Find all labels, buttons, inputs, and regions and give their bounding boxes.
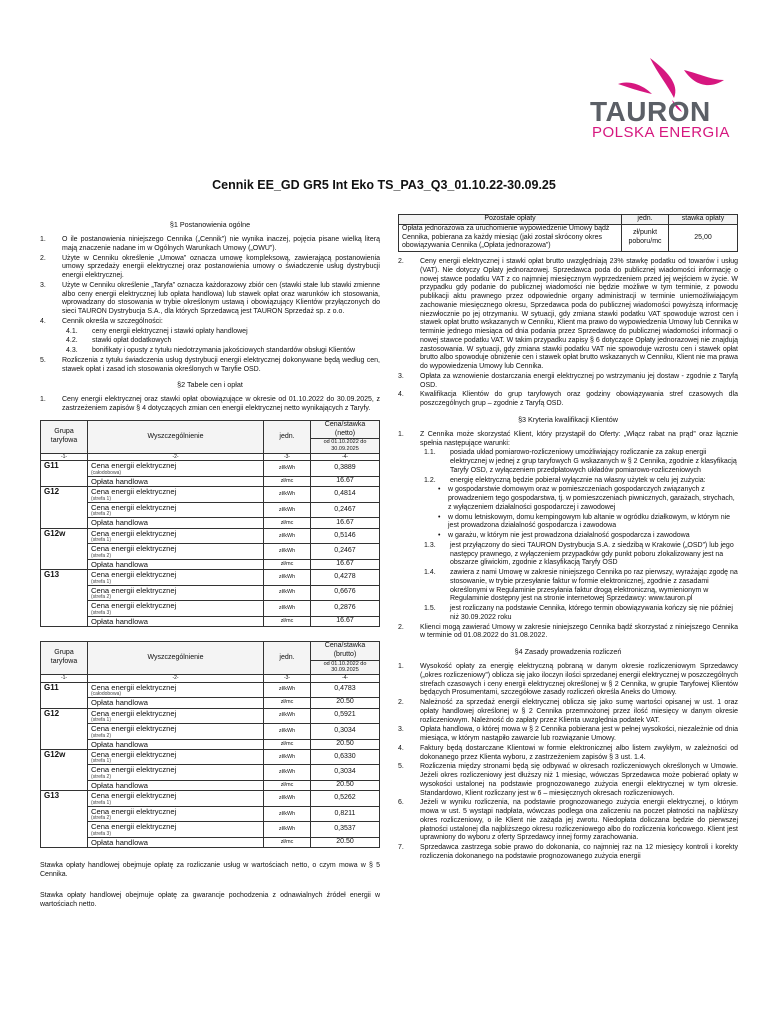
- group-cell: [41, 698, 88, 708]
- group-cell: G12: [41, 487, 88, 502]
- document-title: Cennik EE_GD GR5 Int Eko TS_PA3_Q3_01.10.22-30.09.25: [212, 178, 556, 192]
- group-cell: [41, 502, 88, 517]
- value-cell: 16.67: [311, 476, 380, 486]
- item-cell: Cena energii elektrycznej (strefa 3): [88, 601, 264, 616]
- fees-header-unit: jedn.: [622, 215, 669, 225]
- item-cell: Cena energii elektrycznej (całodobowa): [88, 461, 264, 476]
- item-cell: Cena energii elektrycznej (strefa 2): [88, 585, 264, 600]
- col-index: -1-: [41, 675, 88, 682]
- table-row: [41, 822, 380, 837]
- table-row: [41, 476, 380, 486]
- item-cell: Opłata handlowa: [88, 739, 264, 749]
- unit-cell: zł/kWh: [264, 585, 311, 600]
- section-heading: §2 Tabele cen i opłat: [177, 380, 243, 390]
- list-item: 2. Należność za sprzedaż energii elektrycznej oblicza się jako sumę wartości opisanej w ust. 1 oraz opłaty handlowej określonej w § 2 Cennika przemnożonej przez ilość miesięcy w danym okresie rozliczeniowym. Należność do zapłaty przez Klienta uwzględnia podatek VAT.: [398, 699, 738, 724]
- group-cell: [41, 518, 88, 528]
- value-cell: 16.67: [311, 616, 380, 626]
- value-cell: 0,6676: [311, 585, 380, 600]
- group-cell: G13: [41, 570, 88, 585]
- list-item: 3. Opłata za wznowienie dostarczania energii elektrycznej po wstrzymaniu jej dostaw - zgodnie z Taryfą OSD.: [398, 372, 738, 389]
- fees-row-unit: zł/punkt poboru/mc: [622, 224, 669, 251]
- value-cell: 0,3034: [311, 724, 380, 739]
- value-cell: 0,8211: [311, 806, 380, 821]
- table-row: [41, 708, 380, 723]
- table-row: [41, 749, 380, 764]
- header-group: Grupa taryfowa: [41, 642, 88, 675]
- unit-cell: zł/kWh: [264, 601, 311, 616]
- item-cell: Cena energii elektrycznej (strefa 2): [88, 724, 264, 739]
- table-row: [41, 765, 380, 780]
- table-row: [41, 585, 380, 600]
- value-cell: 0,5146: [311, 528, 380, 543]
- table-body: [41, 461, 380, 627]
- list-subitem: 4.2. stawki opłat dodatkowych: [66, 337, 172, 345]
- group-cell: [41, 837, 88, 847]
- value-cell: 0,2876: [311, 601, 380, 616]
- unit-cell: zł/kWh: [264, 822, 311, 837]
- table-row: [41, 682, 380, 697]
- unit-cell: zł/kWh: [264, 724, 311, 739]
- table-row: [41, 570, 380, 585]
- item-cell: Opłata handlowa: [88, 837, 264, 847]
- item-cell: Cena energii elektrycznej (strefa 1): [88, 791, 264, 806]
- unit-cell: zł/mc: [264, 780, 311, 790]
- item-cell: Cena energii elektrycznej (strefa 2): [88, 502, 264, 517]
- unit-cell: zł/kWh: [264, 502, 311, 517]
- header-period: od 01.10.2022 do 30.09.2025: [311, 660, 380, 675]
- table-row: [41, 791, 380, 806]
- table-row: [41, 806, 380, 821]
- value-cell: 16.67: [311, 559, 380, 569]
- value-cell: 0,3034: [311, 765, 380, 780]
- section-heading: §3 Kryteria kwalifikacji Klientów: [518, 414, 618, 424]
- item-cell: Cena energii elektrycznej (strefa 2): [88, 544, 264, 559]
- item-cell: Opłata handlowa: [88, 476, 264, 486]
- list-item: 6. Jeżeli w wyniku rozliczenia, na podstawie prognozowanego zużycia energii elektrycznej, o którym mowa w ust. 5 wystąpi nadpłata, wówczas podlega ona zaliczeniu na poczet płatności na najbliższy okres rozliczeniowy, o ile Klient nie zażąda jej zwrotu. Niedopłata doliczana będzie do pierwszej płatności ustalonej dla najbliższego okresu rozliczeniowego albo do rozliczenia końcowego. Klient jest uprawniony do wyboru z oferty Sprzedawcy innej formy zarachowania.: [398, 799, 738, 842]
- table-row: [41, 739, 380, 749]
- unit-cell: zł/mc: [264, 518, 311, 528]
- unit-cell: zł/kWh: [264, 544, 311, 559]
- table-row: [41, 544, 380, 559]
- unit-cell: zł/mc: [264, 616, 311, 626]
- fees-header-rate: stawka opłaty: [669, 215, 738, 225]
- col-index: -2-: [88, 454, 264, 461]
- table-row: [41, 559, 380, 569]
- table-row: [41, 724, 380, 739]
- right-column: [398, 214, 738, 863]
- list-subitem: 1.4. zawiera z nami Umowę w zakresie niniejszego Cennika po raz pierwszy, wyrażając zgodę na stosowanie, w trybie przesyłanie faktur w formie elektronicznej, zgodnie z zasadami określonymi w Regulaminie przesyłania faktur drogą elektroniczną, wymienionym w Regulaminie dostępny jest na stronie internetowej Sprzedawcy: www.tauron.pl: [424, 569, 738, 603]
- list-item: 4. Kwalifikacja Klientów do grup taryfowych oraz godziny obowiązywania stref czasowych dla poszczególnych grup – zgodnie z Taryfą OSD.: [398, 391, 738, 407]
- list-item: 2. Klienci mogą zawierać Umowy w zakresie niniejszego Cennika bądź skorzystać z niniejszego Cennika w terminie od 01.08.2022 do 31.08.2022.: [398, 623, 738, 640]
- item-cell: Cena energii elektrycznej (strefa 3): [88, 822, 264, 837]
- col-index: -4-: [311, 675, 380, 682]
- group-cell: [41, 601, 88, 616]
- unit-cell: zł/kWh: [264, 461, 311, 476]
- col-index: -4-: [311, 454, 380, 461]
- item-cell: Cena energii elektrycznej (strefa 1): [88, 708, 264, 723]
- unit-cell: zł/mc: [264, 559, 311, 569]
- group-cell: G13: [41, 791, 88, 806]
- group-cell: [41, 585, 88, 600]
- group-cell: G11: [41, 461, 88, 476]
- group-cell: [41, 724, 88, 739]
- value-cell: 0,6330: [311, 749, 380, 764]
- table-row: [41, 518, 380, 528]
- group-cell: [41, 822, 88, 837]
- list-item: 3. Opłata handlowa, o której mowa w § 2 Cennika pobierana jest w pełnej wysokości, niezależnie od dnia miesiąca, w którym nastąpiło zawarcie lub rozwiązanie Umowy.: [398, 726, 738, 742]
- list-subitem: 4.3. bonifikaty i opusty z tytułu niedotrzymania jakościowych standardów obsługi Klientów: [66, 347, 356, 354]
- unit-cell: zł/kWh: [264, 806, 311, 821]
- group-cell: [41, 806, 88, 821]
- item-cell: Opłata handlowa: [88, 518, 264, 528]
- group-cell: G12w: [41, 749, 88, 764]
- group-cell: [41, 476, 88, 486]
- fees-row-value: 25,00: [669, 224, 738, 251]
- price-table-gross: [40, 641, 380, 848]
- fees-table: [398, 214, 738, 252]
- item-cell: Cena energii elektrycznej (strefa 1): [88, 570, 264, 585]
- group-cell: [41, 739, 88, 749]
- item-cell: Opłata handlowa: [88, 616, 264, 626]
- bullet-item: • w garażu, w którym nie jest prowadzona działalność gospodarcza i zawodowa: [438, 532, 690, 539]
- fees-row-label: Opłata jednorazowa za uruchomienie wypowiedzenie Umowy bądź Cennika, pobierana za każdy miesiąc (jaki został skrócony okres obowiązywania Cennika („Opłata jednorazowa”): [399, 224, 622, 251]
- col-index: -1-: [41, 454, 88, 461]
- item-cell: Opłata handlowa: [88, 559, 264, 569]
- list-subitem: 1.2. energię elektryczną będzie pobierał wyłącznie na własny użytek w celu jej zużycia:: [424, 476, 706, 484]
- value-cell: 0,2467: [311, 502, 380, 517]
- header-unit: jedn.: [264, 420, 311, 453]
- header-unit: jedn.: [264, 642, 311, 675]
- unit-cell: zł/kWh: [264, 682, 311, 697]
- bullet-item: • w gospodarstwie domowym oraz w pomieszczeniach gospodarczych związanych z prowadzeniem tego gospodarstwa, tj. w pomieszczeniach piwnicznych, garażach, strychach, z wyłączeniem działalności gospodarczej i zawodowej: [438, 486, 735, 511]
- header-item: Wyszczególnienie: [88, 642, 264, 675]
- value-cell: 16.67: [311, 518, 380, 528]
- unit-cell: zł/mc: [264, 698, 311, 708]
- left-column: [40, 214, 380, 911]
- unit-cell: zł/kWh: [264, 570, 311, 585]
- value-cell: 0,3537: [311, 822, 380, 837]
- list-subitem: 1.3. jest przyłączony do sieci TAURON Dystrybucja S.A. z siedzibą w Krakowie („OSD”) lub jego następcy prawnego, z wyłączeniem przypadków gdy punkt poboru zlokalizowany jest na obszarze gliwickim, zgodnie z klasyfikacją Taryfy OSD: [424, 541, 734, 567]
- list-subitem: 4.1. ceny energii elektrycznej i stawki opłaty handlowej: [66, 327, 248, 335]
- list-item: 1. Wysokość opłaty za energię elektryczną pobraną w danym okresie rozliczeniowym Sprzedawcy („okres rozliczeniowy”) oblicza się jako iloczyn ilości sprzedanej energii elektrycznej w poszczególnych strefach czasowych i ceny energii elektrycznej określonej w § 2 Cennika, w grupie Taryfowej Klientów będących Prosumentami, szczegółowe zasady rozliczeń określa Aneks do Umowy.: [398, 663, 738, 697]
- col-index: -3-: [264, 454, 311, 461]
- value-cell: 0,5262: [311, 791, 380, 806]
- list-subitem: 1.5. jest rozliczany na podstawie Cennika, którego termin obowiązywania kończy się nie później niż 30.09.2022 roku: [424, 605, 733, 621]
- brand-subtitle: POLSKA ENERGIA: [592, 124, 730, 141]
- header-price: Cena/stawka (netto): [311, 420, 380, 439]
- item-cell: Opłata handlowa: [88, 780, 264, 790]
- table-row: [41, 528, 380, 543]
- price-table-net: [40, 420, 380, 627]
- unit-cell: zł/mc: [264, 739, 311, 749]
- item-cell: Cena energii elektrycznej (całodobowa): [88, 682, 264, 697]
- list-item: 5. Rozliczenia z tytułu świadczenia usług dystrybucji energii elektrycznej dokonywane będą według cen, stawek opłat i zasad ich stosowania określonych w Taryfie OSD.: [40, 356, 380, 373]
- list-item: 1. O ile postanowienia niniejszego Cennika („Cennik”) nie wynika inaczej, pojęcia pisane wielką literą mają znaczenie nadane im w Ogólnych Warunkach Umowy („OWU”).: [40, 236, 380, 252]
- table-row: [41, 487, 380, 502]
- group-cell: G12w: [41, 528, 88, 543]
- value-cell: 0,4814: [311, 487, 380, 502]
- list-subitem: 1.1. posiada układ pomiarowo-rozliczeniowy umożliwiający rozliczanie za zakup energii elektrycznej w jednej z grup taryfowych G wskazanych w § 2 Cennika, zgodnie z klasyfikacją Taryfy OSD, z wyłączeniem przedpłatowych układów pomiarowo-rozliczeniowych: [424, 449, 737, 474]
- table-row: [41, 780, 380, 790]
- table-row: [41, 502, 380, 517]
- group-cell: [41, 559, 88, 569]
- unit-cell: zł/kWh: [264, 487, 311, 502]
- group-cell: [41, 765, 88, 780]
- list-item: 5. Rozliczenia między stronami będą się odbywać w okresach rozliczeniowych określonych w Umowie. Jeżeli okres rozliczeniowy jest dłuższy niż 1 miesiąc, wówczas Sprzedawca może pobierać opłaty w wysokości ustalonej na podstawie prognozowanego zużycia energii elektrycznej w tym okresie. Standardowo, Klient rozliczany jest w 6 – miesięcznych okresach rozliczeniowych.: [398, 763, 738, 797]
- table-row: [41, 601, 380, 616]
- fees-header: Pozostałe opłaty: [399, 215, 622, 225]
- list-item: 1. Ceny energii elektrycznej oraz stawki opłat obowiązujące w okresie od 01.10.2022 do 30.09.2025, z zastrzeżeniem zapisów § 4 dotyczących zmian cen energii elektrycznej netto wynikających z Taryfy.: [40, 396, 380, 412]
- unit-cell: zł/kWh: [264, 791, 311, 806]
- brand-name: TAURON: [590, 96, 711, 127]
- note: Stawka opłaty handlowej obejmuje opłatę za gwarancje pochodzenia z odnawialnych źródeł energii w wartościach netto.: [40, 891, 380, 908]
- header-price: Cena/stawka (brutto): [311, 642, 380, 661]
- item-cell: Cena energii elektrycznej (strefa 2): [88, 806, 264, 821]
- table-row: [41, 698, 380, 708]
- value-cell: 0,5921: [311, 708, 380, 723]
- section-heading: §1 Postanowienia ogólne: [169, 220, 251, 229]
- unit-cell: zł/mc: [264, 476, 311, 486]
- group-cell: [41, 544, 88, 559]
- unit-cell: zł/kWh: [264, 765, 311, 780]
- value-cell: 20.50: [311, 739, 380, 749]
- unit-cell: zł/kWh: [264, 528, 311, 543]
- group-cell: [41, 616, 88, 626]
- group-cell: [41, 780, 88, 790]
- item-cell: Opłata handlowa: [88, 698, 264, 708]
- value-cell: 20.50: [311, 780, 380, 790]
- value-cell: 0,4783: [311, 682, 380, 697]
- col-index: -2-: [88, 675, 264, 682]
- note: Stawka opłaty handlowej obejmuje opłatę za rozliczanie usług w wartościach netto, o czym mowa w § 5 Cennika.: [40, 862, 380, 879]
- list-item: 2. Użyte w Cenniku określenie „Umowa” oznacza umowę kompleksową, zawierającą postanowienia umowy sprzedaży energii elektrycznej oraz postanowienia umowy o świadczenie usług dystrybucji energii elektrycznej.: [40, 254, 380, 279]
- item-cell: Cena energii elektrycznej (strefa 2): [88, 765, 264, 780]
- list-item: 4. Cennik określa w szczególności:: [40, 317, 163, 325]
- item-cell: Cena energii elektrycznej (strefa 1): [88, 487, 264, 502]
- bullet-item: • w domu letniskowym, domu kempingowym lub altanie w ogródku działkowym, w którym nie jest prowadzona działalność gospodarcza i zawodowa: [438, 513, 731, 530]
- unit-cell: zł/mc: [264, 837, 311, 847]
- header-item: Wyszczególnienie: [88, 420, 264, 453]
- section-heading: §4 Zasady prowadzenia rozliczeń: [514, 647, 622, 656]
- list-item: 4. Faktury będą dostarczane Klientowi w formie elektronicznej albo listem zwykłym, w zależności od dokonanego przez Klienta wyboru, z zastrzeżeniem zapisów § 3 ust. 1.4.: [398, 744, 738, 761]
- list-item: 3. Użyte w Cenniku określenie „Taryfa” oznacza każdorazowy zbiór cen (stawki stałe lub stawki zmienne albo ceny energii elektrycznej lub opłata handlowa) lub stawek opłat oraz warunków ich stosowania, wprowadzany do stosowania w trybie określonym ustawą i obowiązujący Klientów przyłączonych do sieci TAURON Dystrybucja S.A., dla których Sprzedawcą jest TAURON Sprzedaż sp. z o.o.: [40, 281, 380, 315]
- header-group: Grupa taryfowa: [41, 420, 88, 453]
- unit-cell: zł/kWh: [264, 749, 311, 764]
- header-period: od 01.10.2022 do 30.09.2025: [311, 439, 380, 454]
- list-item: 2. Ceny energii elektrycznej i stawki opłat brutto uwzględniają 23% stawkę podatku od towarów i usług (VAT). Nie dotyczy Opłaty jednorazowej. Sprzedawca poda do publicznej wiadomości informację o nowej stawce podatku VAT z co najmniej miesięcznym wyprzedzeniem przed jej wejściem w życie. W przypadku gdy podanie do publicznej wiadomości nie będzie możliwe w tym terminie, z powodu publikacji aktu prawnego przez odpowiednie organy administracji w terminie uniemożliwiającym zachowanie miesięcznego okresu, Sprzedawca poda do publicznej wiadomości powyższą informację niezwłocznie po jej otrzymaniu. W sytuacji, gdy zmiana stawki podatku VAT spowoduje wzrost cen i stawek opłat brutto wskazanych w Cenniku, Klient ma prawo do wypowiedzenia Umowy lub Cennika w terminie jednego miesiąca od dnia podania przez Sprzedawcę do publicznej wiadomości informacji o nowej stawce podatku VAT. W takim przypadku zapisy § 6 dotyczące Opłaty jednorazowej nie znajdują zastosowania. W sytuacji, gdy zmiana stawki podatku VAT nie spowoduje wzrostu cen i stawek opłat brutto albo spowoduje obniżenie cen i stawek opłat brutto wskazanych w Cenniku, Klient nie ma prawa do wypowiedzenia Umowy lub Cennika.: [398, 258, 738, 370]
- value-cell: 20.50: [311, 837, 380, 847]
- table-body: [41, 682, 380, 848]
- group-cell: G11: [41, 682, 88, 697]
- item-cell: Cena energii elektrycznej (strefa 1): [88, 528, 264, 543]
- list-item: 1. Z Cennika może skorzystać Klient, który przystąpił do Oferty: „Włącz rabat na prąd” oraz łącznie spełnia następujące warunki:: [398, 430, 738, 447]
- table-row: [41, 837, 380, 847]
- value-cell: 0,2467: [311, 544, 380, 559]
- table-row: [41, 461, 380, 476]
- unit-cell: zł/kWh: [264, 708, 311, 723]
- col-index: -3-: [264, 675, 311, 682]
- list-item: 7. Sprzedawca zastrzega sobie prawo do dokonania, co najmniej raz na 12 miesięcy kontroli i korekty rozliczenia dokonanego na podstawie prognozowanego zużycia energii: [398, 844, 738, 860]
- table-row: [41, 616, 380, 626]
- group-cell: G12: [41, 708, 88, 723]
- value-cell: 0,4278: [311, 570, 380, 585]
- value-cell: 20.50: [311, 698, 380, 708]
- item-cell: Cena energii elektrycznej (strefa 1): [88, 749, 264, 764]
- value-cell: 0,3889: [311, 461, 380, 476]
